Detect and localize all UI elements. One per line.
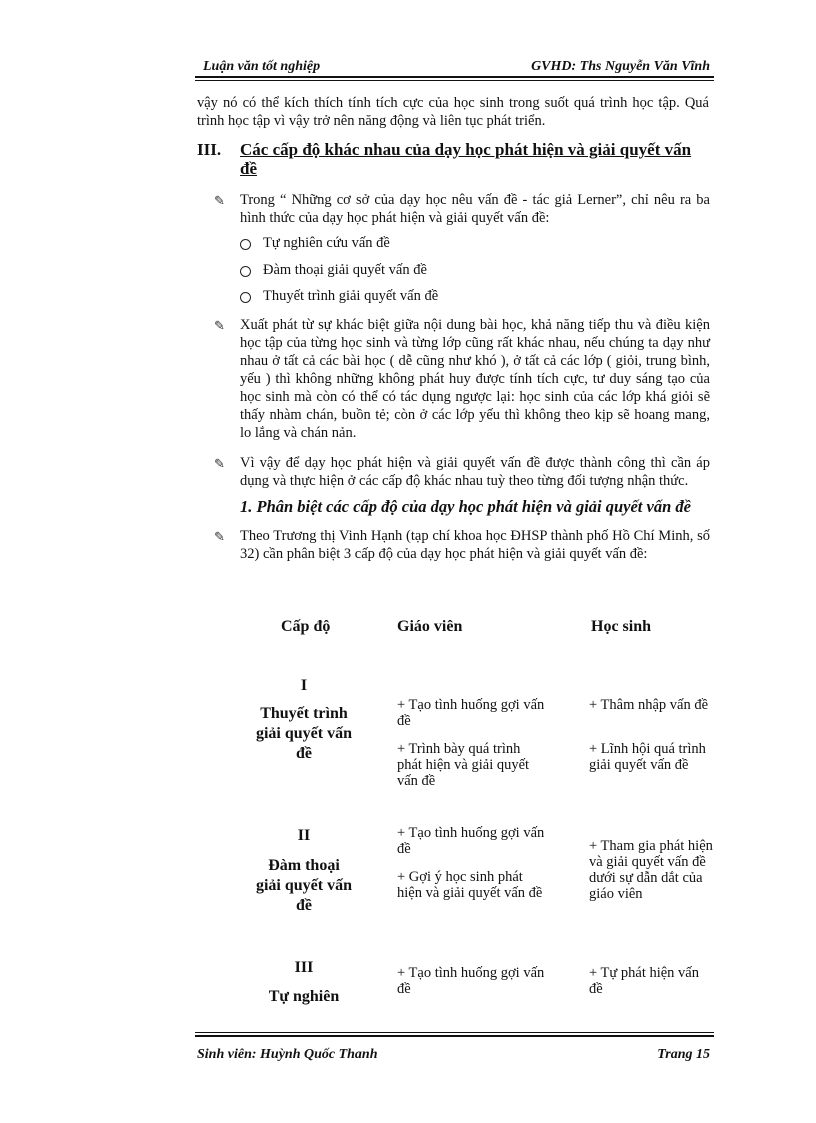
footer-student: Sinh viên: Huỳnh Quốc Thanh xyxy=(197,1047,378,1062)
level-name: Đàm thoại giải quyết vấn đề xyxy=(255,857,352,914)
form-item: Tự nghiên cứu vấn đề xyxy=(263,235,390,251)
circle-bullet-icon xyxy=(240,292,251,303)
student-cell: + Lĩnh hội quá trình giải quyết vấn đề xyxy=(589,741,706,773)
section-number: III. xyxy=(197,140,222,159)
bullet-paragraph: Trong “ Những cơ sở của dạy học nêu vấn đề - tác giả Lerner”, chỉ nêu ra ba hình thức của dạy học phát hiện và giải quyết vấn đề: xyxy=(240,192,710,226)
teacher-cell: + Trình bày quá trình phát hiện và giải quyết vấn đề xyxy=(397,741,530,789)
header-rule xyxy=(195,76,714,78)
table-header-level: Cấp độ xyxy=(281,618,331,635)
student-cell: + Tự phát hiện vấn đề xyxy=(589,965,699,997)
form-item: Thuyết trình giải quyết vấn đề xyxy=(263,288,439,304)
teacher-cell: + Gợi ý học sinh phát hiện và giải quyết vấn đề xyxy=(397,869,543,901)
pencil-bullet-icon: ✎ xyxy=(214,318,225,333)
page-number: Trang 15 xyxy=(657,1047,710,1062)
level-number: I xyxy=(300,677,308,694)
level-number: II xyxy=(297,827,311,844)
bullet-paragraph: Theo Trương thị Vinh Hạnh (tạp chí khoa học ĐHSP thành phố Hồ Chí Minh, số 32) cần phân biệt 3 cấp độ của dạy học phát hiện và giải quyết vấn đề: xyxy=(240,528,710,562)
header-advisor: GVHD: Ths Nguyễn Văn Vĩnh xyxy=(531,59,710,74)
intro-paragraph: vậy nó có thể kích thích tính tích cực của học sinh trong suốt quá trình học tập. Quá trình học tập vì vậy trở nên năng động và liên tục phát triển. xyxy=(197,95,709,129)
header-thesis-label: Luận văn tốt nghiệp xyxy=(203,59,321,74)
footer-rule xyxy=(195,1035,714,1037)
student-cell: + Thâm nhập vấn đề xyxy=(589,697,709,713)
level-name: Tự nghiên xyxy=(268,988,340,1005)
section-title: Các cấp độ khác nhau của dạy học phát hiện và giải quyết vấn đề xyxy=(240,140,692,178)
bullet-paragraph: Vì vậy để dạy học phát hiện và giải quyết vấn đề được thành công thì cần áp dụng và thực hiện ở các cấp độ khác nhau tuỳ theo từng đối tượng nhận thức. xyxy=(240,455,710,489)
table-header-teacher: Giáo viên xyxy=(397,618,463,635)
page-header xyxy=(195,55,714,79)
student-cell: + Tham gia phát hiện và giải quyết vấn đề dưới sự dẫn dắt của giáo viên xyxy=(589,838,713,902)
bullet-paragraph: Xuất phát từ sự khác biệt giữa nội dung bài học, khả năng tiếp thu và điều kiện học tập của từng học sinh và từng lớp cũng rất khác nhau, nếu chúng ta dạy như nhau ở tất cả các bài học ( dễ cũng như khó ), ở tất cả các lớp ( giỏi, trung bình, yếu ) thì không những không phát huy được tính tích cực, tư duy sáng tạo của học sinh mà còn có thể có tác dụng ngược lại: học sinh của các lớp khá giỏi sẽ thấy nhàm chán, buồn tẻ; còn ở các lớp yếu thì không theo kịp sẽ hoang mang, lo lắng và chán nản. xyxy=(240,317,710,441)
header-rule-thin xyxy=(195,80,714,81)
form-item: Đàm thoại giải quyết vấn đề xyxy=(263,262,427,278)
subsection-title: 1. Phân biệt các cấp độ của dạy học phát hiện và giải quyết vấn đề xyxy=(240,497,691,516)
teacher-cell: + Tạo tình huống gợi vấn đề xyxy=(397,825,545,857)
circle-bullet-icon xyxy=(240,266,251,277)
page-footer xyxy=(195,1032,714,1072)
pencil-bullet-icon: ✎ xyxy=(214,193,225,208)
pencil-bullet-icon: ✎ xyxy=(214,529,225,544)
teacher-cell: + Tạo tình huống gợi vấn đề xyxy=(397,965,545,997)
pencil-bullet-icon: ✎ xyxy=(214,456,225,471)
circle-bullet-icon xyxy=(240,239,251,250)
teacher-cell: + Tạo tình huống gợi vấn đề xyxy=(397,697,545,729)
footer-rule-thin xyxy=(195,1032,714,1033)
table-header-student: Học sinh xyxy=(591,618,652,635)
level-name: Thuyết trình giải quyết vấn đề xyxy=(255,705,352,762)
level-number: III xyxy=(294,959,314,976)
